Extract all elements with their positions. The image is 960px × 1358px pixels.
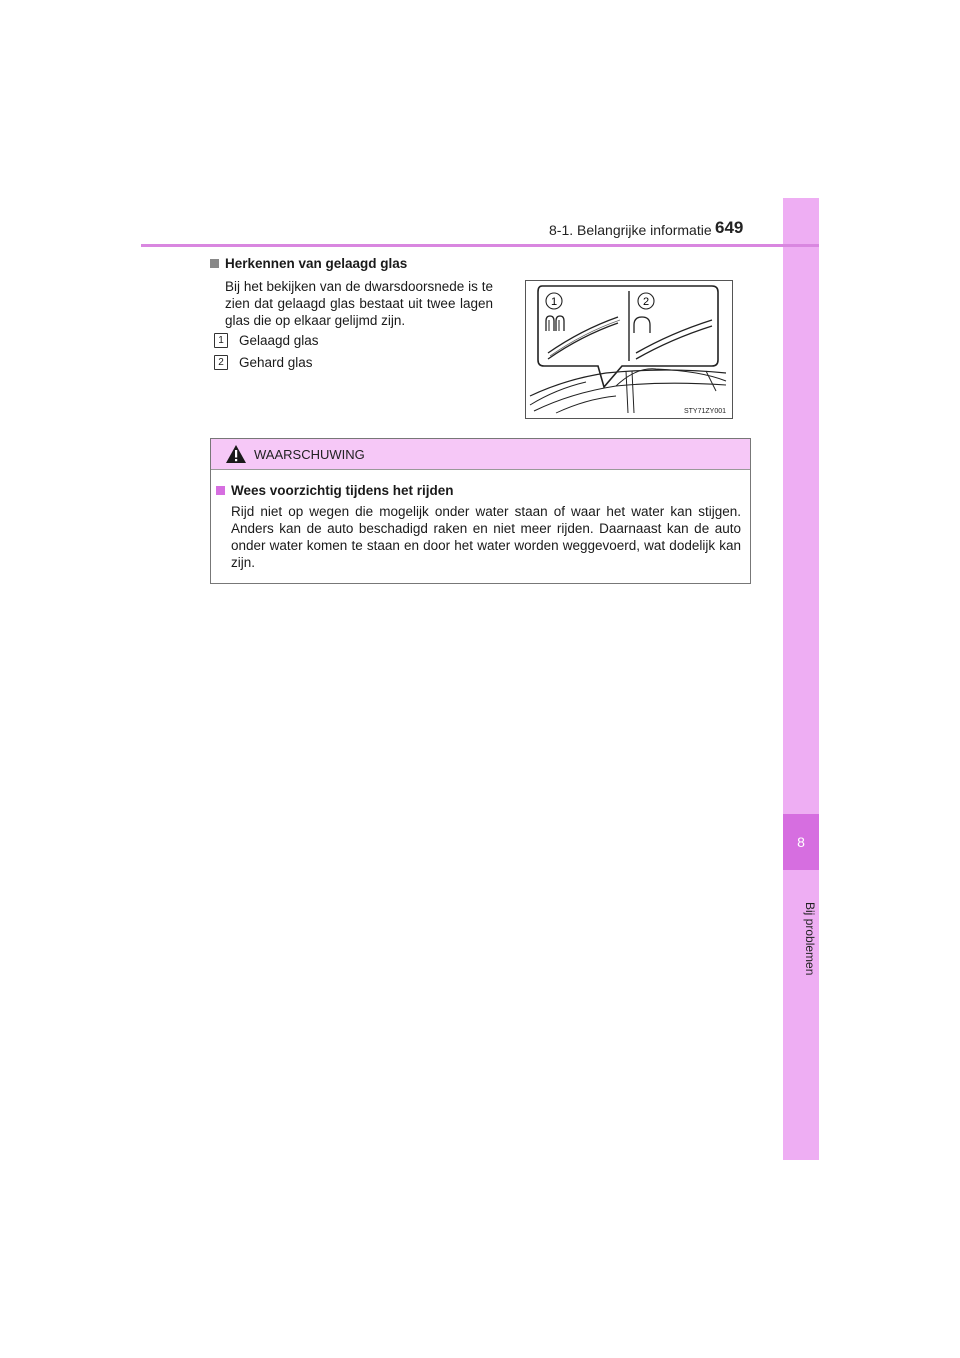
callout-1: 1: [550, 296, 558, 308]
page-number: 649: [715, 218, 744, 237]
glass-illustration: [525, 280, 733, 419]
warning-heading-text: Wees voorzichtig tijdens het rijden: [231, 483, 454, 498]
header-divider: [141, 244, 819, 247]
chapter-title: Bij problemen: [803, 902, 817, 976]
body-paragraph: Bij het bekijken van de dwarsdoorsnede is te zien dat gelaagd glas bestaat uit twee lagen glas die op elkaar gelijmd zijn.: [225, 279, 493, 328]
chapter-side-tab: [783, 198, 819, 1160]
square-bullet-icon: [216, 486, 225, 495]
car-window-drawing: [526, 281, 732, 418]
item-number-icon: 1: [214, 333, 228, 348]
section-title: 8-1. Belangrijke informatie: [549, 222, 712, 238]
warning-triangle-icon: [225, 444, 247, 464]
item-label: Gehard glas: [239, 355, 313, 370]
square-bullet-icon: [210, 259, 219, 268]
callout-2: 2: [642, 296, 650, 308]
warning-box: [210, 438, 751, 584]
warning-heading: [216, 483, 454, 498]
warning-body: Rijd niet op wegen die mogelijk onder water staan of waar het water kan stijgen. Anders kan de auto beschadigd raken en niet meer rijden. Daarnaast kan de auto onder water komen te staan en door het water worden weggevoerd, wat dodelijk kan zijn.: [231, 504, 741, 570]
warning-header: [211, 439, 750, 470]
figure-code: STY71ZY001: [683, 408, 726, 415]
list-item: [214, 355, 313, 370]
list-item: [214, 333, 319, 348]
section-heading: [210, 256, 407, 271]
item-number-icon: 2: [214, 355, 228, 370]
chapter-number: 8: [783, 814, 819, 870]
section-heading-text: Herkennen van gelaagd glas: [225, 256, 408, 271]
item-label: Gelaagd glas: [239, 333, 319, 348]
warning-title: WAARSCHUWING: [254, 447, 365, 462]
